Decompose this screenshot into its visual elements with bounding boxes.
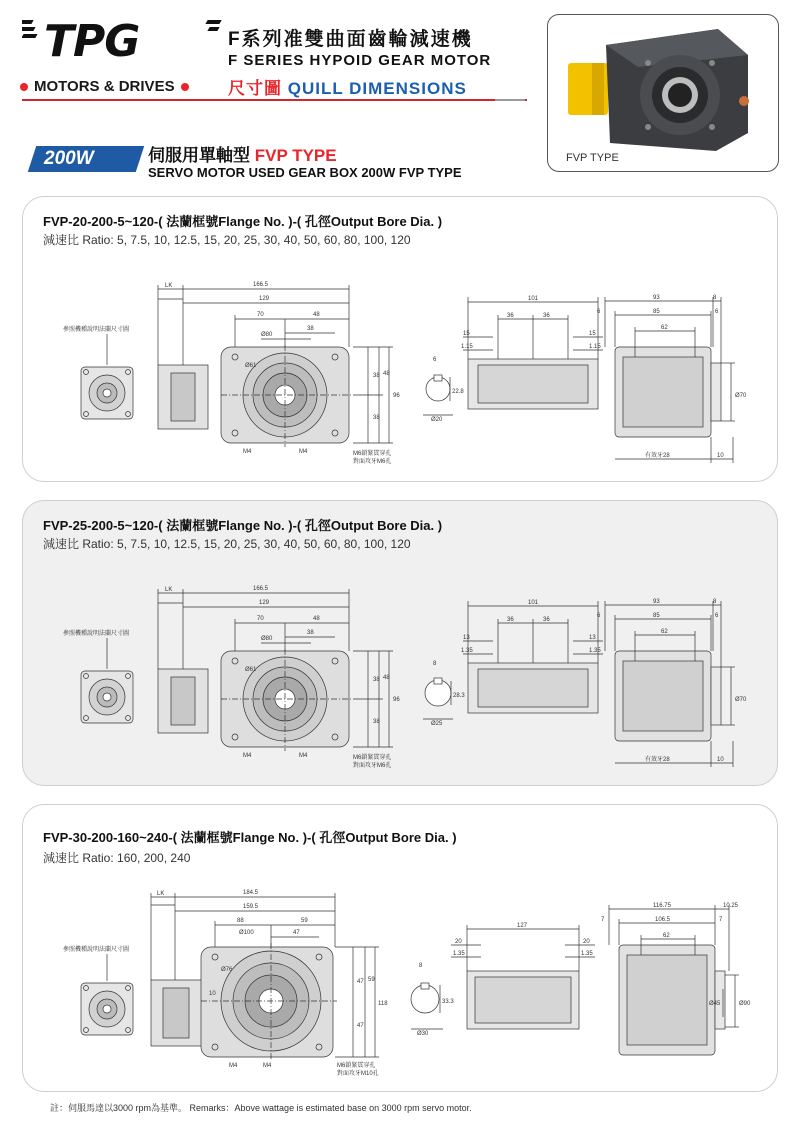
dim-s7: 1.35	[589, 648, 601, 654]
dim-r6: 62	[661, 629, 668, 635]
product-photo-frame	[547, 14, 779, 172]
flange-note: 參照機種說明法蘭尺寸圖	[63, 327, 130, 333]
dim-v2: 38	[373, 415, 380, 421]
dim-r2: 8	[713, 295, 717, 301]
bullet-icon	[181, 83, 189, 91]
section-title-type: FVP TYPE	[254, 146, 337, 165]
dim-v1: 38	[373, 373, 380, 379]
dim-m4-a: M4	[243, 753, 252, 759]
dim-m4-a: M4	[243, 449, 252, 455]
bullet-icon	[20, 83, 28, 91]
dim-v2: 38	[373, 719, 380, 725]
dim-lk: LK	[157, 891, 165, 897]
dim-s6: 1.35	[453, 951, 465, 957]
dim-r4: 7	[601, 917, 605, 923]
panel-ratio: 減速比 Ratio: 5, 7.5, 10, 12.5, 15, 20, 25, 30, 40, 50, 60, 80, 100, 120	[43, 537, 411, 551]
dim-v3: 48	[383, 675, 390, 681]
dim-dia-61: Ø61	[245, 363, 257, 369]
dimension-panel-fvp25	[22, 500, 778, 786]
dim-bore: Ø30	[417, 1031, 429, 1037]
dim-r1: 116.75	[653, 903, 671, 909]
dim-s2: 36	[507, 313, 514, 319]
dim-length-5: 47	[293, 930, 300, 936]
dim-r6: 62	[661, 325, 668, 331]
dim-v1: 47	[357, 979, 364, 985]
section-title-cn-prefix: 伺服用單軸型	[148, 146, 250, 165]
dim-v4: 118	[378, 1001, 388, 1007]
note-m6-tap: 對面攻牙M6孔	[353, 763, 392, 769]
dim-overall-length: 184.5	[243, 890, 259, 896]
dim-s1: 127	[517, 923, 528, 929]
title-dimensions-cn: 尺寸圖	[228, 79, 282, 98]
dim-length-2: 129	[259, 600, 270, 606]
dim-key-height: 33.3	[442, 999, 454, 1005]
drawing-fvp30	[23, 805, 779, 1093]
dim-lk: LK	[165, 283, 173, 289]
dim-r5: 7	[719, 917, 723, 923]
dim-s6: 1.35	[461, 648, 473, 654]
dim-r1: 93	[653, 295, 660, 301]
note-m6: M6鎖緊貫穿孔	[337, 1063, 376, 1069]
dim-r4: 6	[597, 613, 601, 619]
title-dimensions	[228, 74, 467, 99]
dim-bore: Ø20	[431, 417, 443, 423]
dim-r9: Ø45	[709, 1001, 721, 1007]
dim-overall-length: 166.5	[253, 586, 269, 592]
dim-m4-b: M4	[263, 1063, 272, 1069]
tagline-text: MOTORS & DRIVES	[34, 78, 175, 95]
brand-tagline	[20, 78, 189, 95]
dim-s2: 36	[507, 617, 514, 623]
dim-r8: 10	[717, 453, 724, 459]
dim-v5: 10	[209, 991, 216, 997]
title-chinese: F系列准雙曲面齒輪減速機	[228, 29, 473, 50]
panel-title: FVP-30-200-160~240-( 法蘭框號Flange No. )-( 孔徑Output Bore Dia. )	[43, 830, 457, 845]
drawing-fvp20	[23, 197, 779, 483]
dim-v2: 47	[357, 1023, 364, 1029]
header-divider-accent	[495, 99, 525, 101]
dim-r1: 93	[653, 599, 660, 605]
dim-length-3: 88	[237, 918, 244, 924]
dim-v3: 59	[368, 977, 375, 983]
dim-s4: 20	[455, 939, 462, 945]
dim-v3: 48	[383, 371, 390, 377]
dim-length-2: 129	[259, 296, 270, 302]
dim-r8: 10	[717, 757, 724, 763]
dim-s3: 36	[543, 617, 550, 623]
dim-key-width: 8	[419, 963, 423, 969]
dim-s4: 13	[463, 635, 470, 641]
dim-r5: 6	[715, 309, 719, 315]
dim-dia-76: Ø76	[221, 967, 233, 973]
note-m6: M6鎖緊貫穿孔	[353, 755, 392, 761]
dim-effective-thread: 有效牙28	[645, 757, 670, 763]
title-english: F SERIES HYPOID GEAR MOTOR	[228, 52, 492, 69]
dim-r7: Ø70	[735, 393, 747, 399]
dim-r5: 6	[715, 613, 719, 619]
footnote: 註：伺服馬達以3000 rpm為基準。 Remarks：Above wattage is estimated base on 3000 rpm servo motor.	[50, 1103, 472, 1113]
dim-s7: 1.15	[589, 344, 601, 350]
dim-s5: 20	[583, 939, 590, 945]
dim-length-4: 48	[313, 616, 320, 622]
dim-r4: 6	[597, 309, 601, 315]
dim-s6: 1.15	[461, 344, 473, 350]
dim-dia-80: Ø80	[261, 332, 273, 338]
note-m6: M6鎖緊貫穿孔	[353, 451, 392, 457]
gearbox-photo	[548, 15, 780, 173]
dim-length-4: 48	[313, 312, 320, 318]
header-divider	[22, 99, 527, 101]
dim-r3: 85	[653, 309, 660, 315]
dim-r2: 10.25	[723, 903, 739, 909]
panel-title: FVP-20-200-5~120-( 法蘭框號Flange No. )-( 孔徑Output Bore Dia. )	[43, 214, 443, 229]
dim-r7: Ø90	[739, 1001, 751, 1007]
dim-effective-thread: 有效牙28	[645, 453, 670, 459]
dim-length-5: 38	[307, 326, 314, 332]
logo-text: TPG	[44, 16, 140, 67]
dim-r7: Ø70	[735, 697, 747, 703]
dim-v4: 96	[393, 393, 400, 399]
dim-s1: 101	[528, 296, 539, 302]
dim-s5: 15	[589, 331, 596, 337]
dim-m4-b: M4	[299, 449, 308, 455]
dim-key-height: 28.3	[453, 693, 465, 699]
dimension-panel-fvp20	[22, 196, 778, 482]
dim-dia-100: Ø100	[239, 930, 254, 936]
dim-s4: 15	[463, 331, 470, 337]
flange-note: 參照機種說明法蘭尺寸圖	[63, 947, 130, 953]
section-title-en: SERVO MOTOR USED GEAR BOX 200W FVP TYPE	[148, 165, 462, 180]
dim-length-3: 70	[257, 312, 264, 318]
photo-caption: FVP TYPE	[566, 152, 619, 164]
dim-s3: 36	[543, 313, 550, 319]
section-title-cn	[148, 141, 337, 166]
dim-dia-61: Ø61	[245, 667, 257, 673]
panel-ratio: 減速比 Ratio: 160, 200, 240	[43, 851, 191, 865]
panel-title: FVP-25-200-5~120-( 法蘭框號Flange No. )-( 孔徑Output Bore Dia. )	[43, 518, 443, 533]
dim-overall-length: 166.5	[253, 282, 269, 288]
note-m6-tap: 對面攻牙M6孔	[353, 459, 392, 465]
title-dimensions-en: QUILL DIMENSIONS	[287, 79, 467, 98]
dim-dia-80: Ø80	[261, 636, 273, 642]
dim-key-width: 8	[433, 661, 437, 667]
dim-length-4: 59	[301, 918, 308, 924]
flange-note: 參照機種說明法蘭尺寸圖	[63, 631, 130, 637]
dim-length-5: 38	[307, 630, 314, 636]
dim-lk: LK	[165, 587, 173, 593]
note-m10-tap: 對面攻牙M10孔	[337, 1071, 379, 1077]
dim-v4: 96	[393, 697, 400, 703]
dim-key-height: 22.8	[452, 389, 464, 395]
dim-v1: 38	[373, 677, 380, 683]
dim-s7: 1.35	[581, 951, 593, 957]
dim-m4-b: M4	[299, 753, 308, 759]
dim-bore: Ø25	[431, 721, 443, 727]
dim-r3: 85	[653, 613, 660, 619]
dim-length-3: 70	[257, 616, 264, 622]
dim-s5: 13	[589, 635, 596, 641]
drawing-fvp25	[23, 501, 779, 787]
dim-r6: 62	[663, 933, 670, 939]
panel-ratio: 減速比 Ratio: 5, 7.5, 10, 12.5, 15, 20, 25, 30, 40, 50, 60, 80, 100, 120	[43, 233, 411, 247]
wattage-badge-text: 200W	[44, 148, 94, 169]
dim-s1: 101	[528, 600, 539, 606]
dim-r2: 8	[713, 599, 717, 605]
dim-length-2: 159.5	[243, 904, 259, 910]
dim-r3: 106.5	[655, 917, 671, 923]
dimension-panel-fvp30	[22, 804, 778, 1092]
dim-key-width: 6	[433, 357, 437, 363]
dim-m4-a: M4	[229, 1063, 238, 1069]
